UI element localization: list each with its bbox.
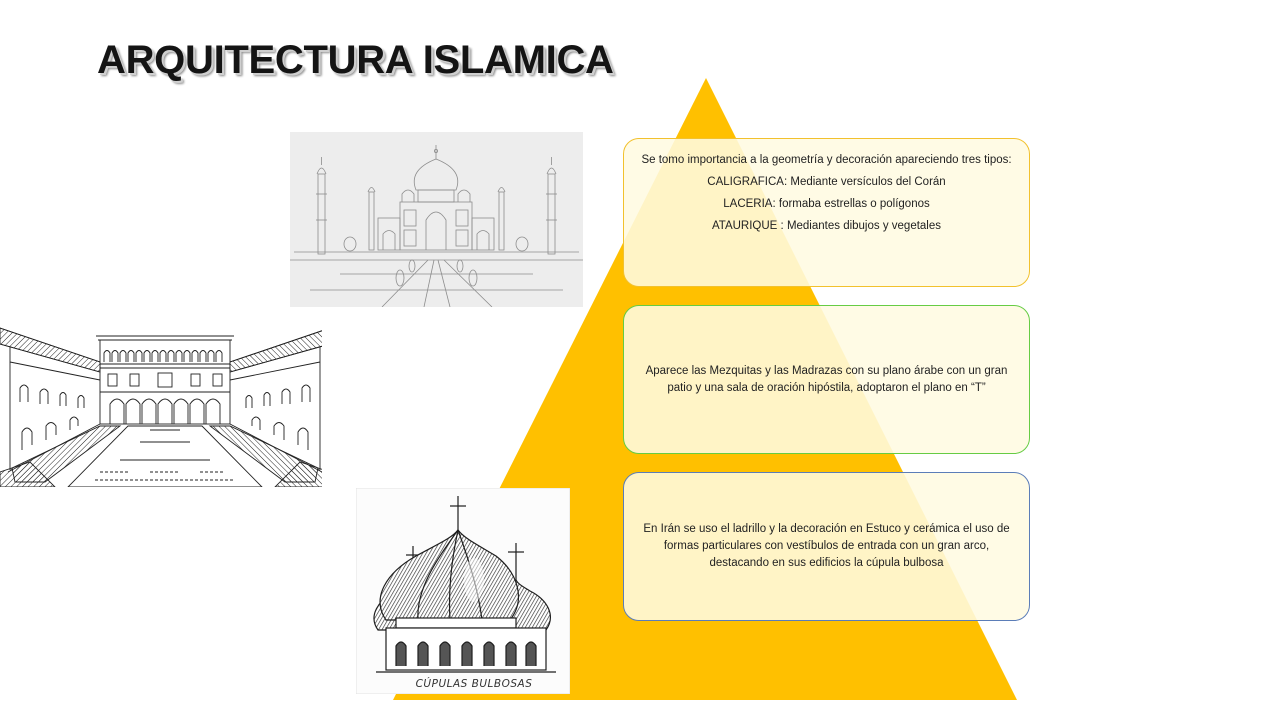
alhambra-courtyard-sketch [0, 322, 322, 487]
mosques-text: Aparece las Mezquitas y las Madrazas con su plano árabe con un gran patio y una sala de oración hipóstila, adoptaron el plano en “T” [645, 364, 1008, 394]
taj-mahal-sketch [290, 132, 583, 307]
info-box-iran [623, 472, 1030, 621]
iran-text: En Irán se uso el ladrillo y la decoración en Estuco y cerámica el uso de formas particulares con vestíbulos de entrada con un gran arco, destacando en sus edificios la cúpula bulbosa [643, 523, 1010, 569]
slide-title: ARQUITECTURA ISLAMICA [97, 38, 614, 82]
info-box-mosques [623, 305, 1030, 454]
geometry-intro-text: Se tomo importancia a la geometría y decoración apareciendo tres tipos: [641, 154, 1012, 166]
onion-domes-sketch [356, 488, 570, 694]
domes-caption: CÚPULAS BULBOSAS [415, 678, 533, 690]
laceria-text: LACERIA: formaba estrellas o polígonos [723, 198, 930, 210]
ataurique-text: ATAURIQUE : Mediantes dibujos y vegetales [711, 220, 942, 232]
caligrafica-text: CALIGRAFICA: Mediante versículos del Corán [707, 176, 946, 188]
info-box-geometry [623, 138, 1030, 287]
